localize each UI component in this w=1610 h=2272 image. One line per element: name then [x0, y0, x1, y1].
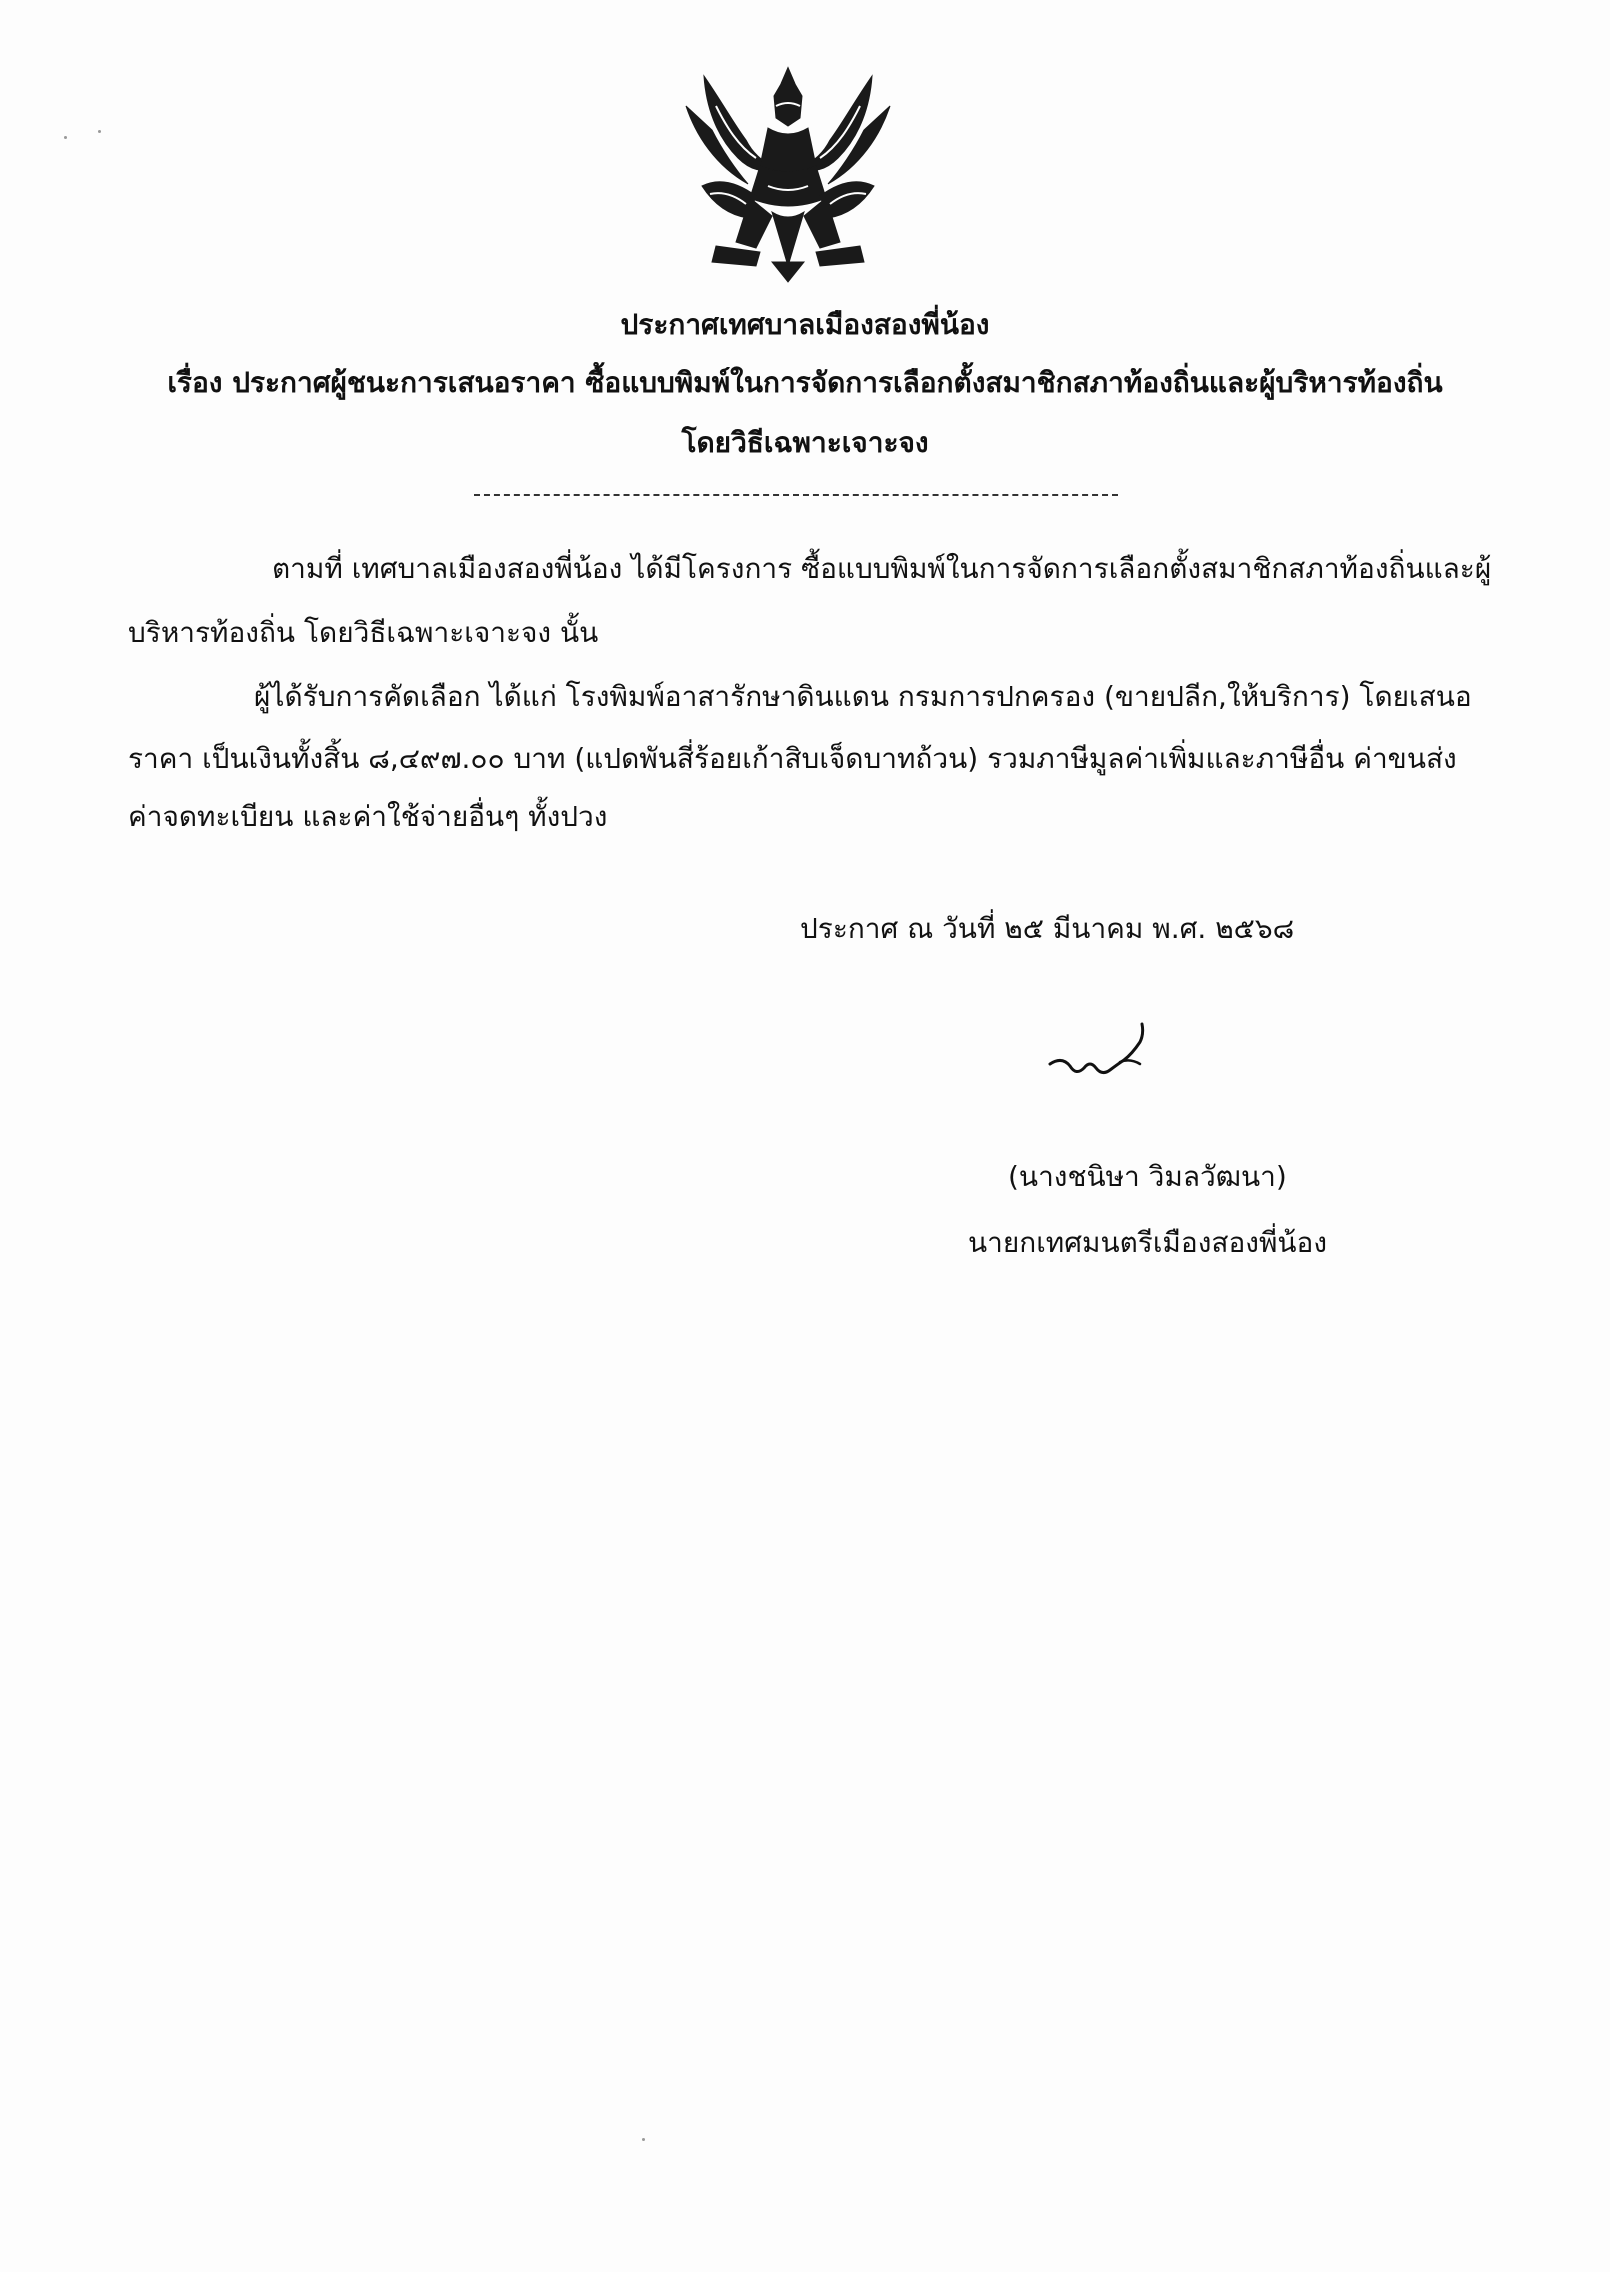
body-paragraph-line: ราคา เป็นเงินทั้งสิ้น ๘,๔๙๗.๐๐ บาท (แปดพันสี่ร้อยเก้าสิบเจ็ดบาทถ้วน) รวมภาษีมูลค่าเพิ่มและภาษีอื่น ค่าขนส่ง — [128, 742, 1457, 775]
heading-divider — [474, 494, 1118, 496]
announcement-date: ประกาศ ณ วันที่ ๒๕ มีนาคม พ.ศ. ๒๕๖๘ — [800, 912, 1295, 945]
body-paragraph-line: ผู้ได้รับการคัดเลือก ได้แก่ โรงพิมพ์อาสารักษาดินแดน กรมการปกครอง (ขายปลีก,ให้บริการ) โดยเสนอ — [254, 680, 1472, 713]
subject-heading: เรื่อง ประกาศผู้ชนะการเสนอราคา ซื้อแบบพิมพ์ในการจัดการเลือกตั้งสมาชิกสภาท้องถิ่นและผู้บริหารท้องถิ่น — [167, 366, 1443, 399]
scan-speck — [98, 130, 101, 133]
garuda-emblem-icon — [676, 66, 900, 284]
body-paragraph-line: ตามที่ เทศบาลเมืองสองพี่น้อง ได้มีโครงการ ซื้อแบบพิมพ์ในการจัดการเลือกตั้งสมาชิกสภาท้องถิ่นและผู้ — [272, 552, 1492, 585]
subject-heading-continued: โดยวิธีเฉพาะเจาะจง — [681, 426, 929, 459]
body-paragraph-line: บริหารท้องถิ่น โดยวิธีเฉพาะเจาะจง นั้น — [128, 616, 599, 649]
scan-speck — [642, 2138, 645, 2141]
body-paragraph-line: ค่าจดทะเบียน และค่าใช้จ่ายอื่นๆ ทั้งปวง — [128, 800, 608, 833]
scan-speck — [64, 136, 67, 139]
signer-name: (นางชนิษา วิมลวัฒนา) — [1008, 1160, 1287, 1193]
handwritten-signature — [1040, 1010, 1170, 1100]
signer-title: นายกเทศมนตรีเมืองสองพี่น้อง — [968, 1226, 1328, 1259]
organization-heading: ประกาศเทศบาลเมืองสองพี่น้อง — [620, 308, 990, 341]
